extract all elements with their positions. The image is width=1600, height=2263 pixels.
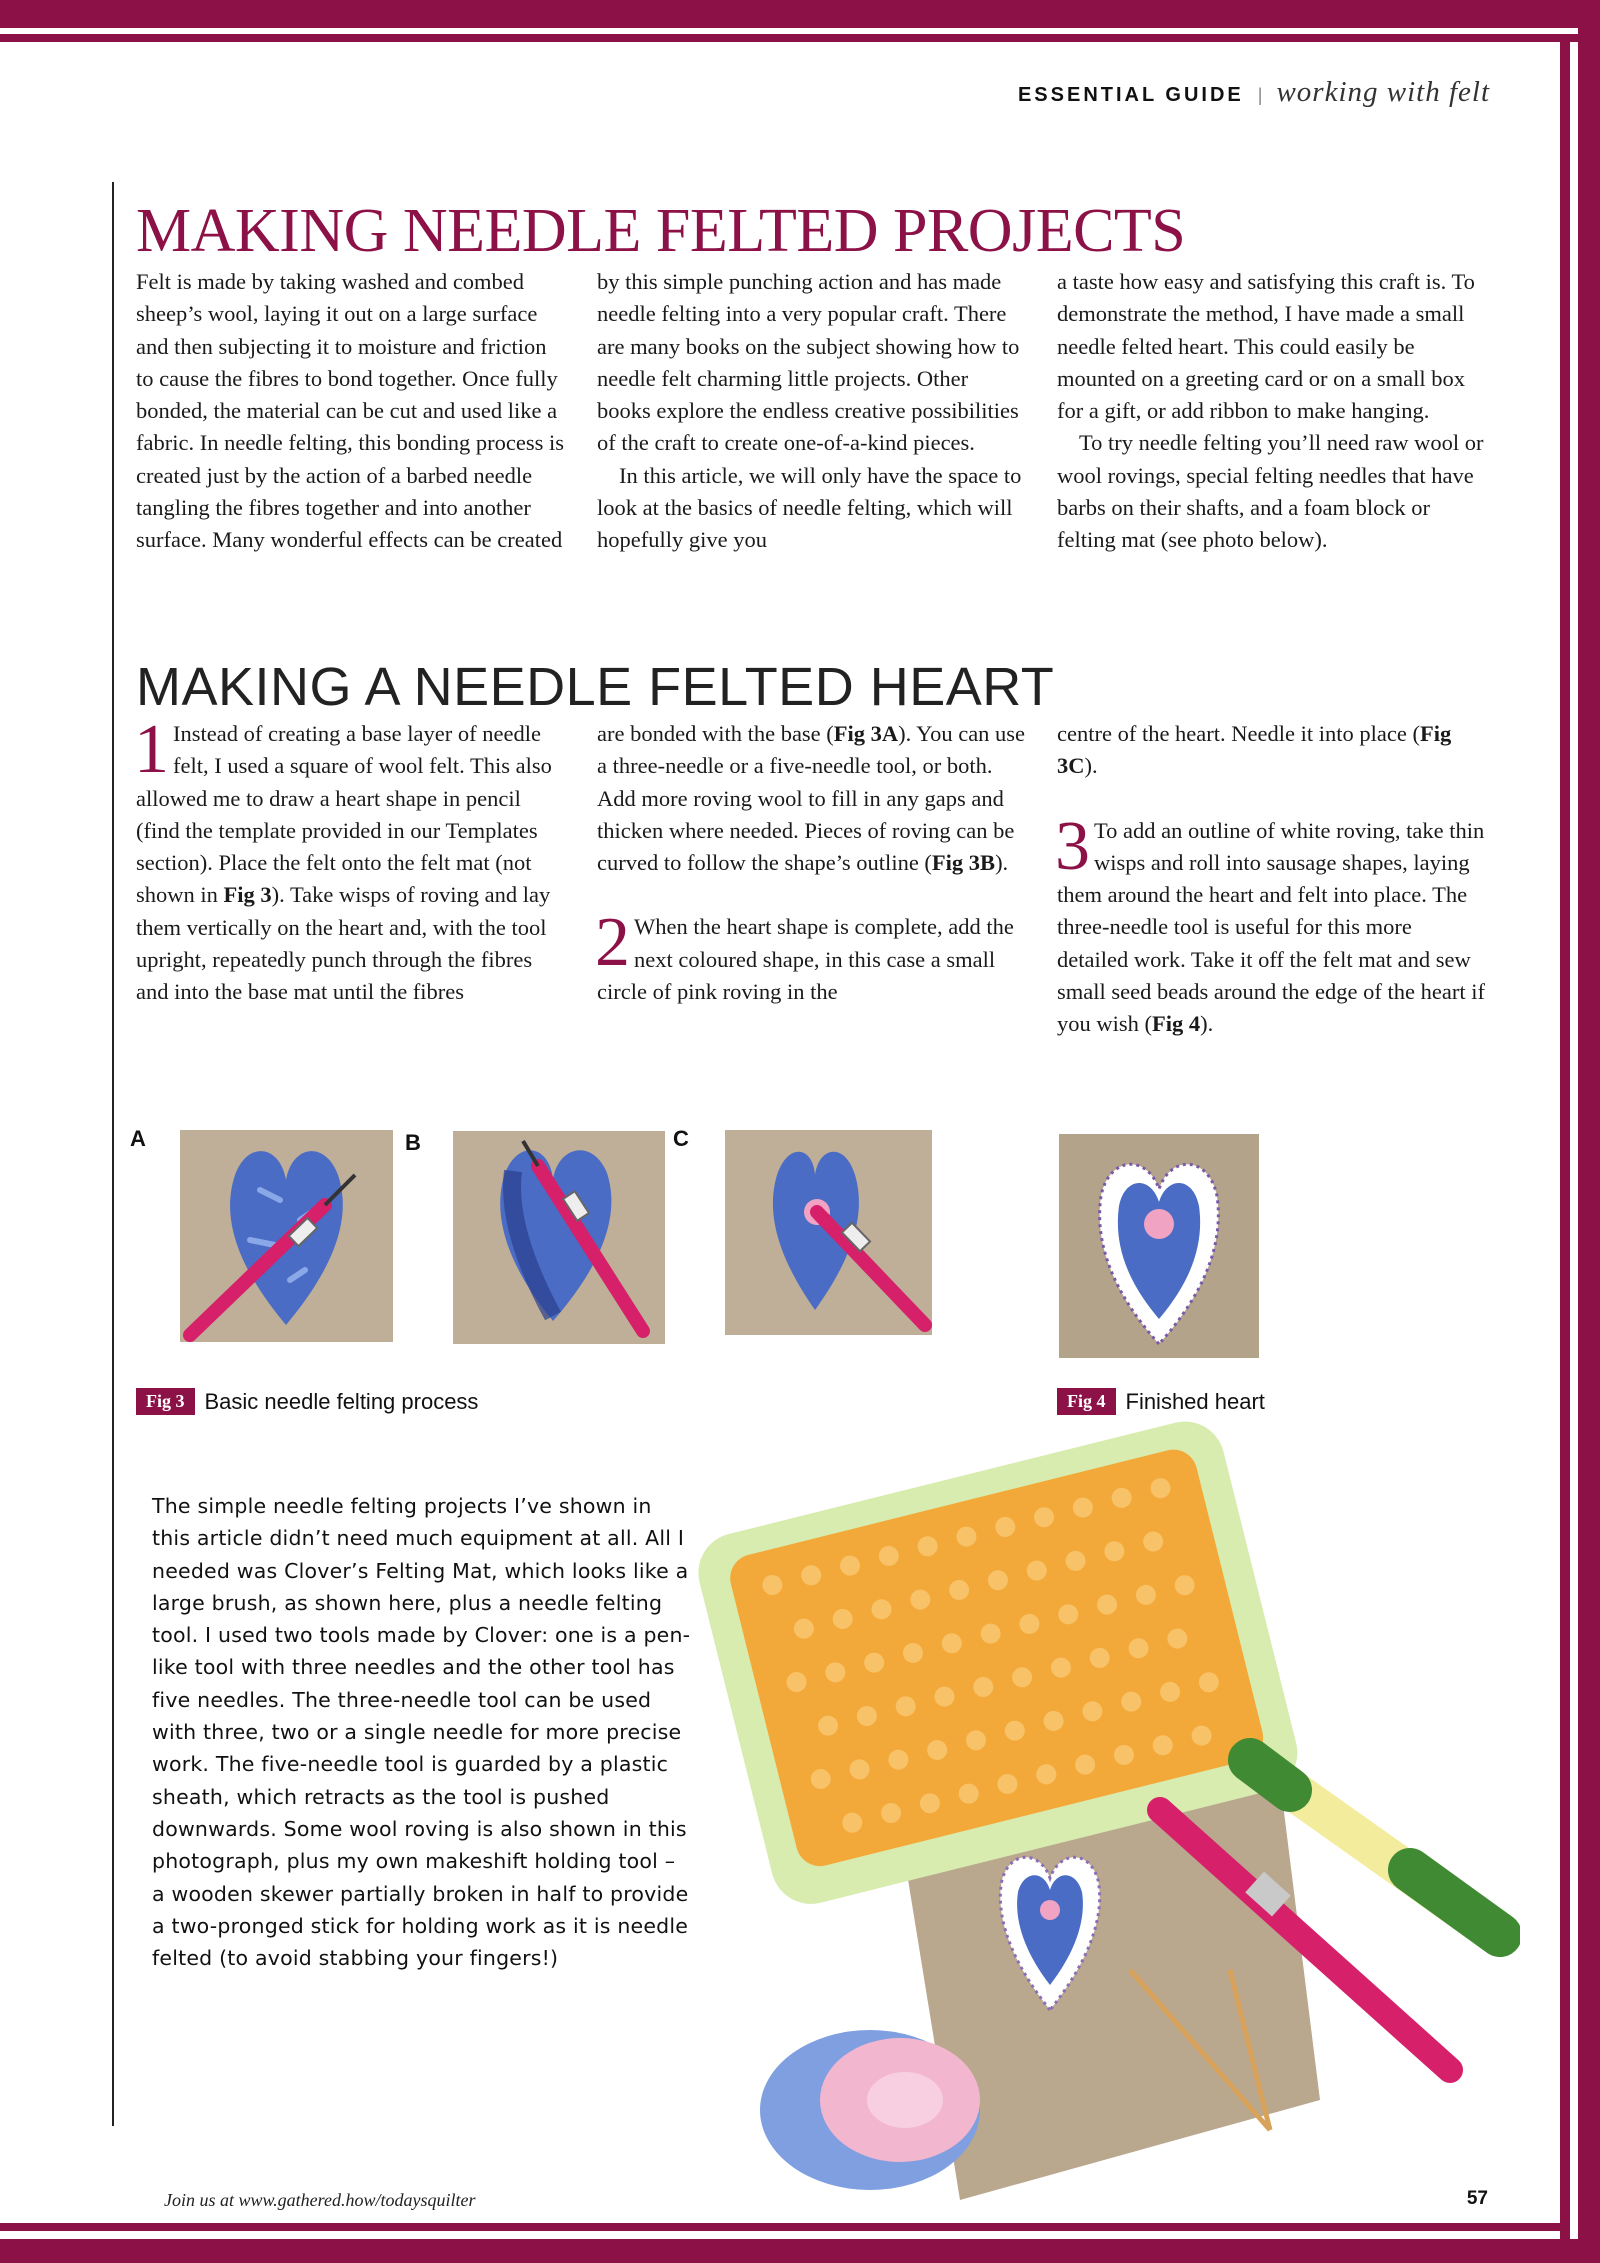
section-topic: working with felt (1276, 76, 1490, 108)
steps-column-2 (597, 718, 1027, 1008)
right-border (1578, 0, 1600, 2263)
figure-3a-image (180, 1130, 393, 1342)
top-border-line (0, 34, 1600, 42)
intro-paragraph-1: Felt is made by taking washed and combed sheep’s wool, laying it out on a large surface and then subjecting it to moisture and friction to cause the fibres to bond together. Once fully bonded, the material can be cut and used like a fabric. In needle felting, this bonding process is created just by the action of a barbed needle tangling the fibres together and into another surface. Many wonderful effects can be created (136, 269, 565, 553)
figure-3-tag: Fig 3 (136, 1388, 195, 1415)
figure-4-caption-text: Finished heart (1125, 1388, 1265, 1414)
steps-column-3 (1057, 718, 1487, 1041)
intro-paragraph-2: by this simple punching action and has made needle felting into a very popular craft. There are many books on the subject showing how to needle felt charming little projects. Other books explore the endless creative possibilities of the craft to create one-of-a-kind pieces. (597, 269, 1020, 456)
article-title: MAKING NEEDLE FELTED PROJECTS (136, 197, 1186, 265)
intro-paragraph-3: In this article, we will only have the space to look at the basics of needle felting, which will hopefully give you (597, 462, 1022, 553)
step-1-number: 1 (134, 711, 169, 788)
step-1-continued: are bonded with the base (Fig 3A). You can use a three-needle or a five-needle tool, or both. Add more roving wool to fill in any gaps and thicken where needed. Pieces of roving can be curved to follow the shape’s outline (Fig 3B). (597, 721, 1026, 876)
figure-label-c: C (673, 1126, 689, 1151)
step-1-text: 1 Instead of creating a base layer of needle felt, I used a square of wool felt. This also allowed me to draw a heart shape in pencil (find the template provided in our Templates section). Place the felt onto the felt mat (not shown in Fig 3). Take wisps of roving and lay them vertically on the heart and, with the tool upright, repeatedly punch through the fibres and into the base mat until the fibres (134, 711, 552, 1005)
equipment-photo (690, 1410, 1520, 2230)
running-head (1018, 76, 1490, 109)
figure-label-a: A (130, 1126, 146, 1151)
right-border-line (1560, 34, 1570, 2263)
fig-ref: Fig 3A (833, 721, 899, 746)
figure-4-image (1059, 1134, 1259, 1358)
figure-3-caption-text: Basic needle felting process (204, 1388, 479, 1414)
intro-column-2 (597, 266, 1027, 557)
intro-column-1 (136, 266, 566, 557)
step-3-number: 3 (1055, 807, 1090, 885)
fig-ref: Fig 3C (1057, 721, 1452, 779)
bottom-border (0, 2239, 1600, 2263)
section-label: ESSENTIAL GUIDE (1017, 84, 1244, 106)
intro-paragraph-4: a taste how easy and satisfying this craft is. To demonstrate the method, I have made a small needle felted heart. This could easily be mounted on a greeting card or on a small box for a gift, or add ribbon to make hanging. (1057, 269, 1475, 424)
step-2-number: 2 (595, 904, 630, 982)
steps-column-1 (134, 711, 566, 1009)
photo-caption: The simple needle felting projects I’ve shown in this article didn’t need much equipment at all. All I needed was Clover’s Felting Mat, which looks like a large brush, as shown here, plus a needle felting tool. I used two tools made by Clover: one is a pen-like tool with three needles and the other tool has five needles. The three-needle tool can be used with three, two or a single needle for more precise work. The five-needle tool is guarded by a plastic sheath, which retracts as the tool is pushed downwards. Some wool roving is also shown in this photograph, plus my own makeshift holding tool – a wooden skewer partially broken in half to provide a two-pronged stick for holding work as it is needle felted (to avoid stabbing your fingers!) (152, 1494, 691, 1971)
step-2-continued: centre of the heart. Needle it into place (Fig 3C). (1057, 721, 1452, 779)
fig-ref: Fig 3B (931, 850, 996, 876)
figure-label-b: B (405, 1130, 421, 1155)
figure-3c-image (725, 1130, 932, 1335)
figure-3-caption (136, 1388, 478, 1415)
step-3-text: 3 To add an outline of white roving, take thin wisps and roll into sausage shapes, laying them around the heart and felt into place. The three-needle tool is useful for this more detailed work. Take it off the felt mat and sew small seed beads around the edge of the heart if you wish (Fig 4). (1055, 807, 1485, 1037)
fig-ref: Fig 4 (1152, 1011, 1201, 1037)
header-separator: | (1257, 85, 1263, 105)
step-2-text: 2 When the heart shape is complete, add the next coloured shape, in this case a small circle of pink roving in the (595, 904, 1014, 1005)
figure-4-tag: Fig 4 (1057, 1388, 1116, 1415)
footer-url: Join us at www.gathered.how/todaysquilter (164, 2190, 476, 2210)
intro-column-3 (1057, 266, 1487, 557)
top-border (0, 0, 1600, 28)
fig-ref: Fig 3 (223, 882, 272, 908)
figure-3b-image (453, 1131, 665, 1344)
left-rule (112, 182, 114, 2126)
intro-paragraph-5: To try needle felting you’ll need raw wool or wool rovings, special felting needles that have barbs on their shafts, and a foam block or felting mat (see photo below). (1057, 430, 1484, 553)
section-heading: MAKING A NEEDLE FELTED HEART (136, 657, 1055, 717)
page-number: 57 (1466, 2188, 1488, 2209)
